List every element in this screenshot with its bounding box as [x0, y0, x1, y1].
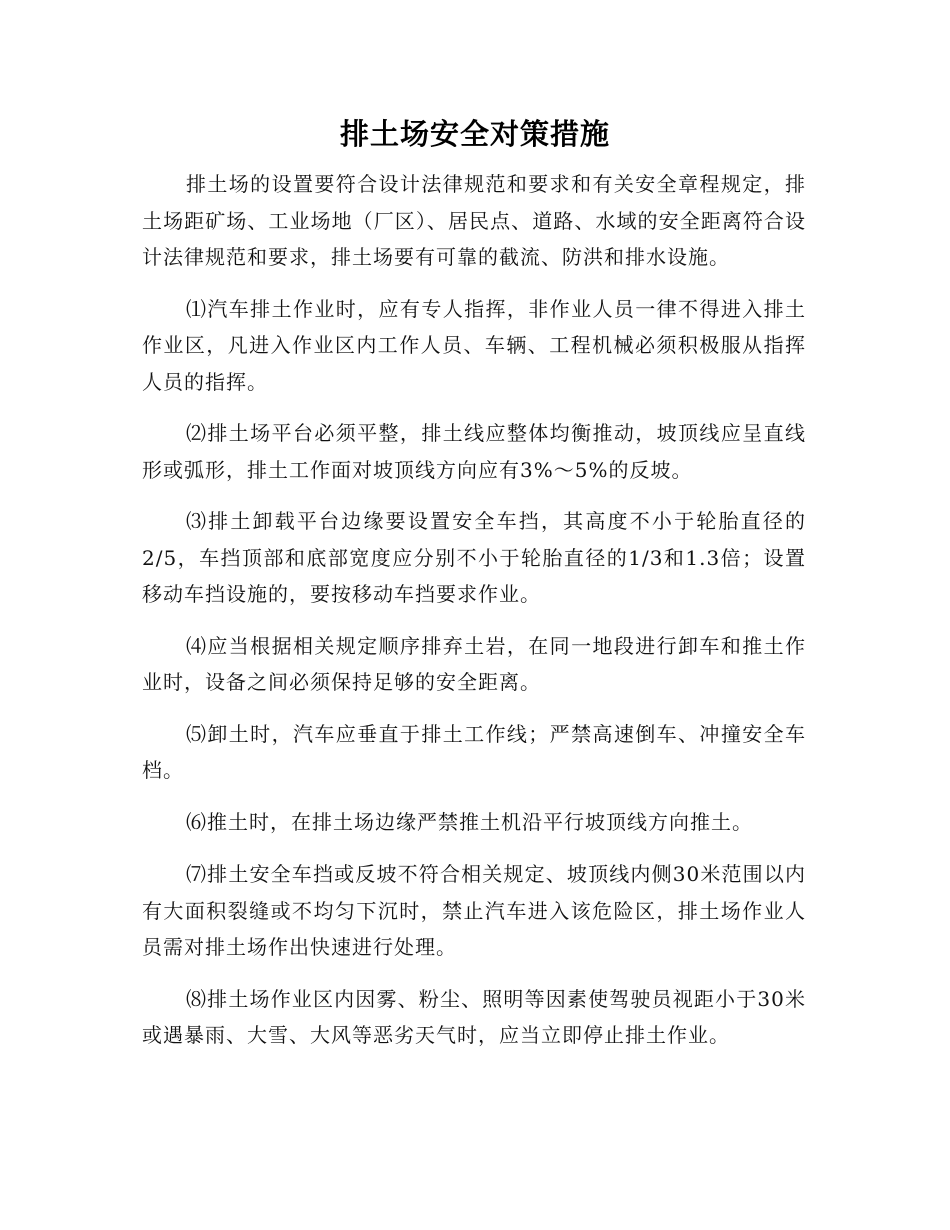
measure-4-paragraph: ⑷应当根据相关规定顺序排弃土岩，在同一地段进行卸车和推土作业时，设备之间必须保持足够的安全距离。: [142, 633, 806, 694]
document-body: [142, 166, 806, 1069]
measure-7-paragraph: ⑺排土安全车挡或反坡不符合相关规定、坡顶线内侧30米范围以内有大面积裂缝或不均匀下沉时，禁止汽车进入该危险区，排土场作业人员需对排土场作出快速进行处理。: [142, 862, 806, 959]
document-title: 排土场安全对策措施: [339, 117, 610, 151]
measure-8-paragraph: ⑻排土场作业区内因雾、粉尘、照明等因素使驾驶员视距小于30米或遇暴雨、大雪、大风等恶劣天气时，应当立即停止排土作业。: [142, 986, 806, 1047]
measure-2-paragraph: ⑵排土场平台必须平整，排土线应整体均衡推动，坡顶线应呈直线形或弧形，排土工作面对坡顶线方向应有3%～5%的反坡。: [142, 421, 806, 482]
measure-6-paragraph: ⑹推土时，在排土场边缘严禁推土机沿平行坡顶线方向推土。: [186, 809, 753, 834]
measure-3-paragraph: ⑶排土卸载平台边缘要设置安全车挡，其高度不小于轮胎直径的2/5，车挡顶部和底部宽度应分别不小于轮胎直径的1/3和1.3倍；设置移动车挡设施的，要按移动车挡要求作业。: [142, 509, 806, 606]
measure-1-paragraph: ⑴汽车排土作业时，应有专人指挥，非作业人员一律不得进入排土作业区，凡进入作业区内工作人员、车辆、工程机械必须积极服从指挥人员的指挥。: [142, 296, 806, 394]
intro-paragraph: 排土场的设置要符合设计法律规范和要求和有关安全章程规定，排土场距矿场、工业场地（厂区）、居民点、道路、水域的安全距离符合设计法律规范和要求，排土场要有可靠的截流、防洪和排水设施。: [142, 172, 806, 269]
measure-5-paragraph: ⑸卸土时，汽车应垂直于排土工作线；严禁高速倒车、冲撞安全车档。: [142, 721, 806, 782]
